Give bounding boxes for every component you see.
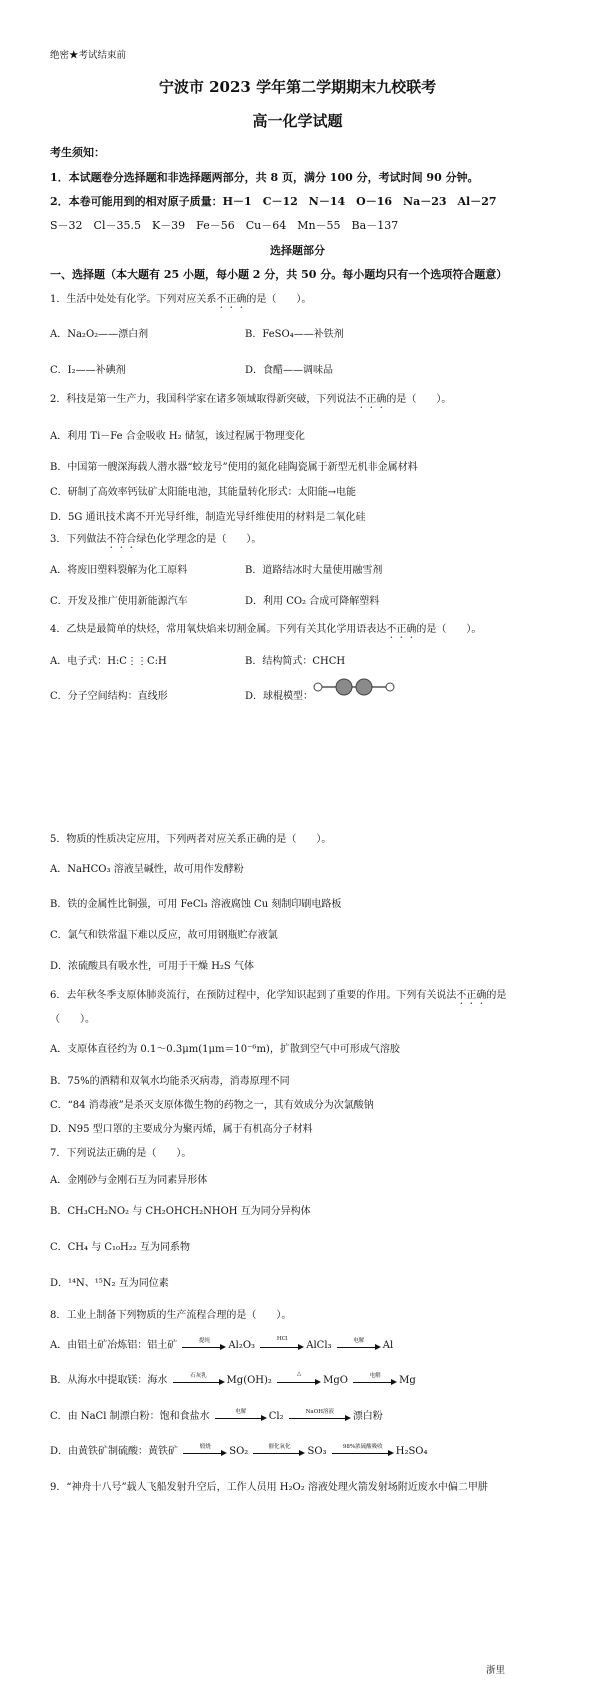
- section-part-title: 选择题部分: [270, 244, 325, 257]
- reaction-arrow: 煅烧: [183, 1447, 227, 1457]
- q7-option-d: D．¹⁴N、¹⁵N₂ 互为同位素: [50, 1278, 169, 1289]
- q6-option-b: B．75%的酒精和双氧水均能杀灭病毒，消毒原理不同: [50, 1076, 290, 1087]
- section-heading: 一、选择题（本大题有 25 小题，每小题 2 分，共 50 分。每小题均只有一个选项符合题意）: [50, 268, 508, 281]
- notice-item-2b: S－32 Cl－35.5 K－39 Fe－56 Cu－64 Mn－55 Ba－137: [50, 219, 399, 232]
- ball-stick-model-icon: [312, 676, 397, 698]
- q5-option-c: C．氯气和铁常温下难以反应，故可用钢瓶贮存液氯: [50, 930, 278, 941]
- reaction-arrow: △: [277, 1376, 321, 1386]
- q6-option-c: C．“84 消毒液”是杀灭支原体微生物的药物之一，其有效成分为次氯酸钠: [50, 1100, 374, 1111]
- reaction-arrow: 催化氧化: [253, 1447, 305, 1457]
- reaction-arrow: 电解: [215, 1412, 267, 1422]
- notice-item-1: 1．本试题卷分选择题和非选择题两部分，共 8 页，满分 100 分，考试时间 90 分钟。: [50, 171, 479, 184]
- q3-option-c: C．开发及推广使用新能源汽车: [50, 596, 188, 607]
- q6-stem-cont: （ ）。: [50, 1014, 95, 1025]
- reaction-arrow: 提纯: [182, 1341, 226, 1351]
- q2-option-d: D．5G 通讯技术离不开光导纤维，制造光导纤维使用的材料是二氧化硅: [50, 512, 366, 523]
- q1-option-c: C．I₂——补碘剂: [50, 365, 126, 376]
- q1-option-a: A．Na₂O₂——漂白剂: [50, 329, 149, 340]
- footer-watermark: 浙里: [486, 1665, 506, 1676]
- q6-option-d: D．N95 型口罩的主要成分为聚丙烯，属于有机高分子材料: [50, 1124, 313, 1135]
- q8-stem: 8．工业上制备下列物质的生产流程合理的是（ ）。: [50, 1310, 292, 1321]
- q2-option-c: C．研制了高效率钙钛矿太阳能电池，其能量转化形式：太阳能→电能: [50, 487, 357, 498]
- q6-option-a: A．支原体直径约为 0.1～0.3μm(1μm＝10⁻⁶m)，扩散到空气中可形成气溶胶: [50, 1044, 400, 1055]
- q1-option-b: B．FeSO₄——补铁剂: [245, 329, 344, 340]
- q2-option-b: B．中国第一艘深海载人潜水器“蛟龙号”使用的氮化硅陶瓷属于新型无机非金属材料: [50, 462, 418, 473]
- q3-option-d: D．利用 CO₂ 合成可降解塑料: [245, 596, 380, 607]
- q8-option-a: A．由铝土矿冶炼铝：铝土矿 提纯 Al₂O₃ HCl AlCl₃ 电解 Al: [50, 1335, 394, 1351]
- q6-stem: 6．去年秋冬季支原体肺炎流行，在预防过程中，化学知识起到了重要的作用。下列有关说法不正确的是: [50, 990, 507, 1001]
- notice-item-2: 2．本卷可能用到的相对原子质量：H－1 C－12 N－14 O－16 Na－23 Al－27: [50, 195, 497, 208]
- reaction-arrow: 98%浓硫酸吸收: [332, 1447, 394, 1457]
- q4-option-a: A．电子式：H:C⋮⋮C:H: [50, 656, 167, 667]
- exam-subtitle: 高一化学试题: [252, 112, 343, 130]
- q7-option-b: B．CH₃CH₂NO₂ 与 CH₂OHCH₂NHOH 互为同分异构体: [50, 1206, 311, 1217]
- q5-option-d: D．浓硫酸具有吸水性，可用于干燥 H₂S 气体: [50, 961, 254, 972]
- q5-option-b: B．铁的金属性比铜强，可用 FeCl₃ 溶液腐蚀 Cu 刻制印刷电路板: [50, 899, 342, 910]
- reaction-arrow: 电解: [353, 1376, 397, 1386]
- q9-stem: 9．“神舟十八号”载人飞船发射升空后，工作人员用 H₂O₂ 溶液处理火箭发射场附近废水中偏二甲肼: [50, 1482, 488, 1493]
- q8-option-c: C．由 NaCl 制漂白粉：饱和食盐水 电解 Cl₂ NaOH溶液 漂白粉: [50, 1408, 383, 1422]
- q4-option-b: B．结构简式：CHCH: [245, 656, 346, 667]
- q7-option-a: A．金刚砂与金刚石互为同素异形体: [50, 1175, 208, 1186]
- q7-option-c: C．CH₄ 与 C₁₀H₂₂ 互为同系物: [50, 1242, 190, 1253]
- q3-option-b: B．道路结冰时大量使用融雪剂: [245, 565, 383, 576]
- secret-label: 绝密★考试结束前: [50, 50, 127, 61]
- q5-stem: 5．物质的性质决定应用，下列两者对应关系正确的是（ ）。: [50, 834, 332, 845]
- q8-option-d: D．由黄铁矿制硫酸：黄铁矿 煅烧 SO₂ 催化氧化 SO₃ 98%浓硫酸吸收 H₂SO₄: [50, 1443, 428, 1457]
- reaction-arrow: 石灰乳: [173, 1376, 225, 1386]
- q5-option-a: A．NaHCO₃ 溶液呈碱性，故可用作发酵粉: [50, 864, 244, 875]
- q4-option-d: D．球棍模型：: [245, 691, 314, 702]
- q3-stem: 3．下列做法不符合绿色化学理念的是（ ）。: [50, 534, 262, 545]
- q7-stem: 7．下列说法正确的是（ ）。: [50, 1148, 192, 1159]
- reaction-arrow: HCl: [260, 1341, 304, 1351]
- q4-stem: 4．乙炔是最简单的炔烃，常用氧炔焰来切割金属。下列有关其化学用语表达不正确的是（ ）。: [50, 624, 482, 635]
- exam-title: 宁波市 2023 学年第二学期期末九校联考: [158, 78, 437, 96]
- q4-option-c: C．分子空间结构：直线形: [50, 691, 168, 702]
- reaction-arrow: 电解: [337, 1341, 381, 1351]
- q8-option-b: B．从海水中提取镁：海水 石灰乳 Mg(OH)₂ △ MgO 电解 Mg: [50, 1370, 416, 1386]
- reaction-arrow: NaOH溶液: [289, 1412, 351, 1422]
- q3-option-a: A．将废旧塑料裂解为化工原料: [50, 565, 188, 576]
- q2-stem: 2．科技是第一生产力，我国科学家在诸多领域取得新突破，下列说法不正确的是（ ）。: [50, 394, 452, 405]
- q2-option-a: A．利用 Ti－Fe 合金吸收 H₂ 储氢，该过程属于物理变化: [50, 431, 305, 442]
- notice-heading: 考生须知：: [50, 146, 105, 159]
- q1-option-d: D．食醋——调味品: [245, 365, 334, 376]
- q1-stem: 1．生活中处处有化学。下列对应关系不正确的是（ ）。: [50, 294, 312, 305]
